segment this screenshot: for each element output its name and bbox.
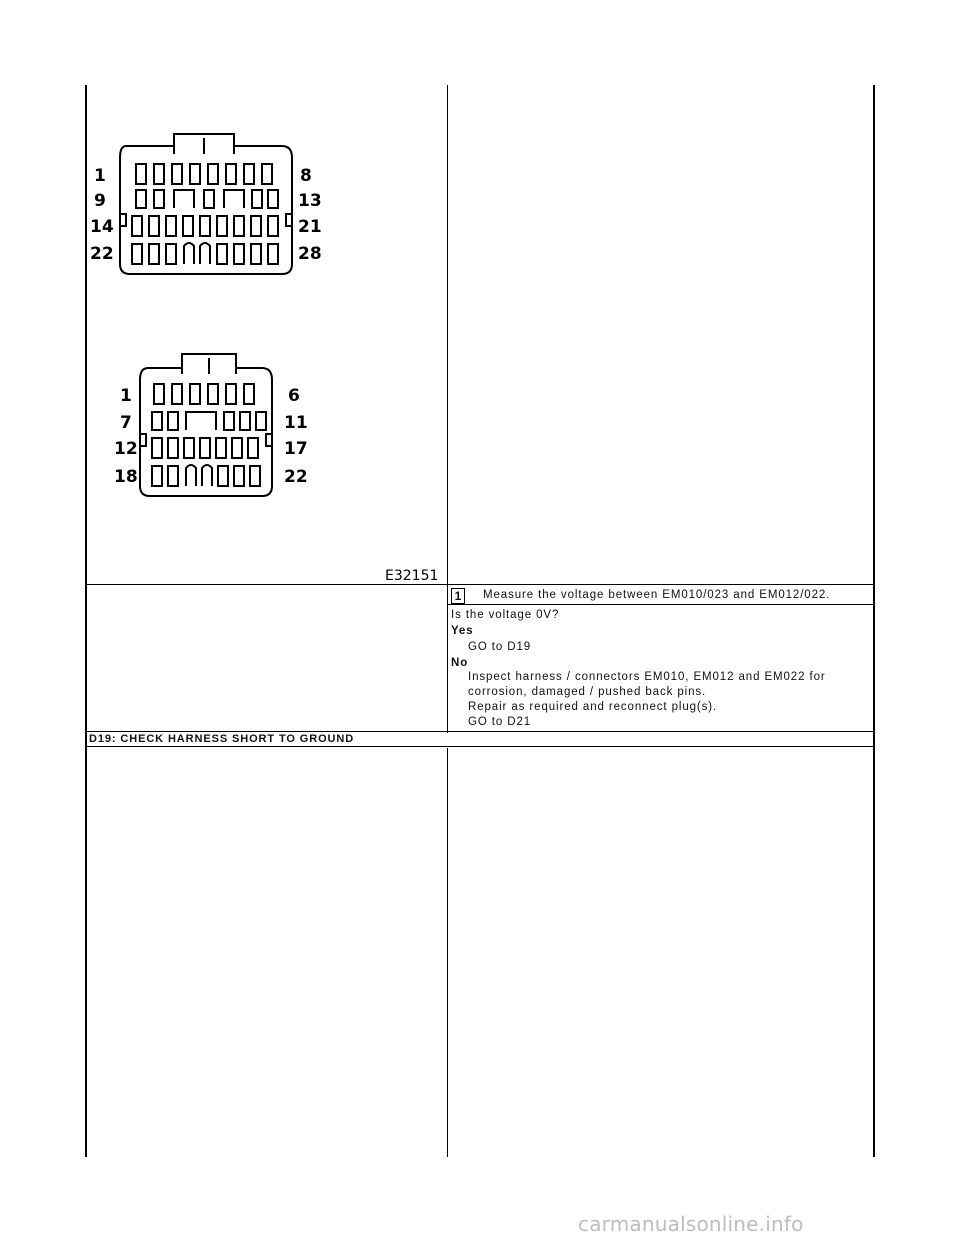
table-column-divider bbox=[447, 85, 448, 733]
step-box-bottom bbox=[447, 604, 875, 605]
pin-label-9: 9 bbox=[94, 191, 106, 211]
result-no-line3: Repair as required and reconnect plug(s). bbox=[468, 701, 718, 713]
pin-label-b22: 22 bbox=[284, 467, 308, 487]
pin-label-b12: 12 bbox=[114, 439, 138, 459]
watermark: carmanualsonline.info bbox=[578, 1212, 804, 1236]
connector-diagram bbox=[86, 86, 446, 586]
pin-label-b11: 11 bbox=[284, 413, 308, 433]
step-instruction: Measure the voltage between EM010/023 and EM012/022. bbox=[483, 589, 831, 601]
table-right-border bbox=[873, 85, 875, 1157]
pin-label-b6: 6 bbox=[288, 386, 300, 406]
pin-label-8: 8 bbox=[300, 166, 312, 186]
result-no-line1: Inspect harness / connectors EM010, EM012 and EM022 for bbox=[468, 671, 826, 683]
section-heading: D19: CHECK HARNESS SHORT TO GROUND bbox=[89, 733, 355, 745]
result-question: Is the voltage 0V? bbox=[451, 609, 560, 621]
figure-id-label: E32151 bbox=[385, 568, 439, 584]
pin-label-b17: 17 bbox=[284, 439, 308, 459]
result-yes-label: Yes bbox=[451, 625, 474, 637]
connector-28-pin bbox=[120, 134, 292, 274]
pin-label-28: 28 bbox=[298, 244, 322, 264]
result-yes-action: GO to D19 bbox=[468, 641, 532, 653]
pin-label-13: 13 bbox=[298, 191, 322, 211]
pin-label-1: 1 bbox=[94, 166, 106, 186]
result-no-line2: corrosion, damaged / pushed back pins. bbox=[468, 686, 707, 698]
connector-22-pin bbox=[140, 354, 272, 496]
pin-label-14: 14 bbox=[90, 217, 114, 237]
step-number-box: 1 bbox=[451, 588, 465, 604]
result-no-line4: GO to D21 bbox=[468, 716, 532, 728]
table-column-divider-lower bbox=[447, 748, 448, 1157]
pin-label-21: 21 bbox=[298, 217, 322, 237]
pin-label-b18: 18 bbox=[114, 467, 138, 487]
pin-label-b7: 7 bbox=[120, 413, 132, 433]
pin-label-22: 22 bbox=[90, 244, 114, 264]
result-no-label: No bbox=[451, 657, 469, 669]
pin-label-b1: 1 bbox=[120, 386, 132, 406]
